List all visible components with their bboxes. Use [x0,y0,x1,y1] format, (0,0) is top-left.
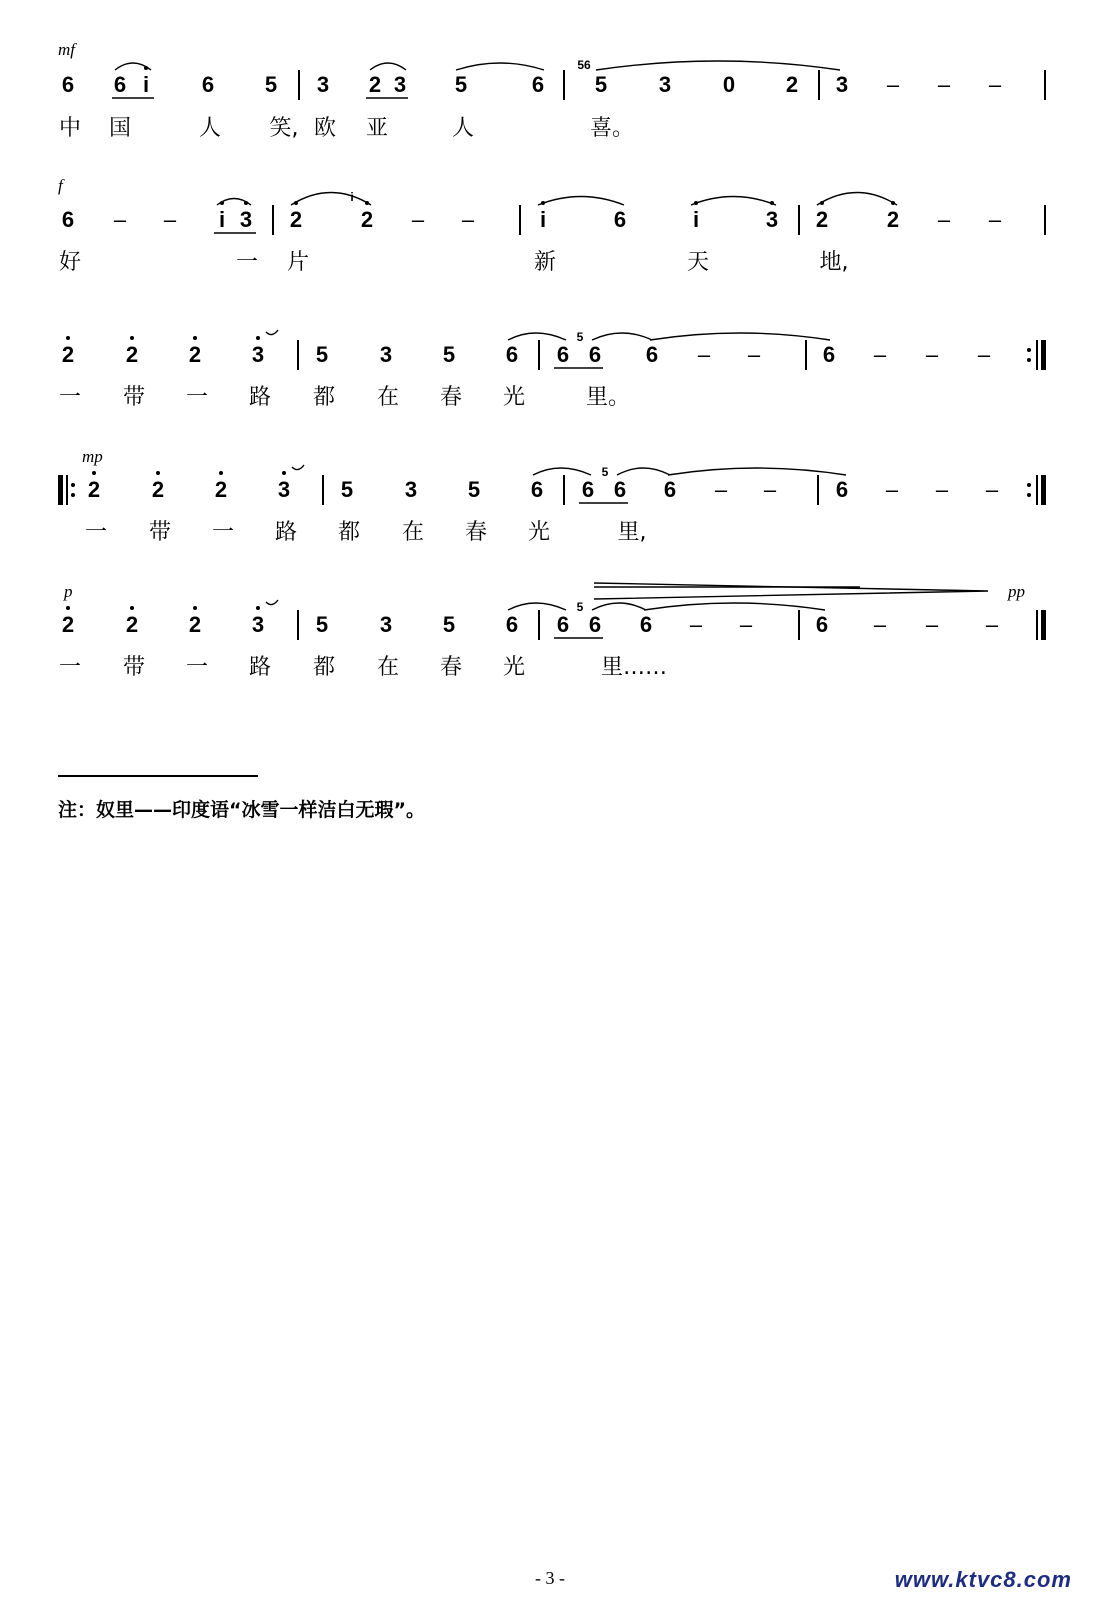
lyric: 一 [58,655,82,680]
watermark: www.ktvc8.com [894,1567,1072,1592]
dynamic-mark: f [58,176,63,195]
slur [291,193,371,206]
lyric: 亚 [365,116,389,141]
note: 6 [61,207,75,232]
note: 2 [360,207,374,232]
dash: – [461,207,475,232]
footnote-rule [58,775,258,777]
note: 6 [815,612,829,637]
lyric: 一 [185,655,209,680]
note: 2 [214,477,228,502]
note: 5 [315,342,329,367]
note: 3 [835,72,849,97]
note: 3 [379,342,393,367]
dash: – [925,342,939,367]
dash: – [747,342,761,367]
note: i [218,207,226,232]
lyric: 路 [248,655,272,680]
breath-mark [266,330,278,335]
slur [592,333,652,340]
note: 3 [251,342,265,367]
note: 6 [835,477,849,502]
note: 2 [125,342,139,367]
note: 6 [61,72,75,97]
footnote: 注：奴里——印度语“冰雪一样洁白无瑕”。 [58,799,425,821]
slur [533,468,591,475]
lyric: 里。 [585,385,631,410]
dash: – [689,612,703,637]
lyric: 一 [84,520,108,545]
lyric: 里, [617,520,647,545]
note: 2 [289,207,303,232]
note: 2 [188,612,202,637]
lyric: 新 [533,250,557,275]
note: 6 [113,72,127,97]
note: i [692,207,700,232]
dash: – [163,207,177,232]
note: 5 [467,477,481,502]
lyric: 在 [401,520,425,545]
lyric: 在 [376,385,400,410]
slur [592,603,646,610]
lyric: 笑, [269,116,299,141]
note: 6 [639,612,653,637]
lyric: 都 [312,655,336,680]
lyric: 地, [819,250,849,275]
page-number: - 3 - [535,1568,565,1588]
note: 3 [316,72,330,97]
note: 3 [277,477,291,502]
dash: – [873,342,887,367]
note: 6 [556,612,570,637]
lyric: 一 [235,250,259,275]
lyric: 中 [58,116,82,141]
note: 5 [315,612,329,637]
lyric: 路 [248,385,272,410]
lyric: 片 [286,250,310,275]
lyric: 春 [464,520,488,545]
dynamic-mark: mf [58,40,75,59]
slur [456,63,544,70]
lyric: 人 [451,116,475,141]
note: 2 [815,207,829,232]
note: 5 [442,342,456,367]
note: 2 [87,477,101,502]
dash: – [886,72,900,97]
lyric: 带 [122,385,146,410]
dash: – [763,477,777,502]
diminuendo [594,583,988,599]
dash: – [937,72,951,97]
slur [596,61,840,70]
slur [115,63,151,70]
grace-note: 5 [601,465,609,479]
grace-note: 5 [576,330,584,344]
dynamic-mark: p [64,582,73,601]
lyric: 都 [337,520,361,545]
lyric: 喜。 [589,116,635,141]
dash: – [937,207,951,232]
lyric: 一 [58,385,82,410]
grace-note: i [350,190,354,204]
slur [538,197,624,206]
note: 3 [251,612,265,637]
grace-note: 56 [577,58,591,72]
dash: – [977,342,991,367]
note: 6 [613,477,627,502]
dash: – [925,612,939,637]
dynamic-mark: mp [82,447,103,466]
lyric: 路 [274,520,298,545]
note: 6 [613,207,627,232]
note: 5 [454,72,468,97]
slur [668,468,846,475]
note: 6 [588,342,602,367]
note: 6 [556,342,570,367]
slur [644,603,825,610]
note: 6 [588,612,602,637]
note: 6 [531,72,545,97]
slur [817,193,897,206]
dash: – [985,477,999,502]
note: 3 [393,72,407,97]
lyric: 一 [185,385,209,410]
note: 5 [340,477,354,502]
note: 6 [581,477,595,502]
slur [508,603,566,610]
lyric: 天 [686,250,710,275]
slur [617,468,670,475]
lyric: 光 [527,520,551,545]
note: 3 [379,612,393,637]
lyric: 好 [58,250,82,275]
note: i [539,207,547,232]
note: 2 [188,342,202,367]
note: 5 [594,72,608,97]
slur [370,63,406,70]
note: 2 [61,612,75,637]
note: 6 [505,612,519,637]
dash: – [714,477,728,502]
dash: – [885,477,899,502]
note: 6 [201,72,215,97]
dash: – [411,207,425,232]
lyric: 带 [122,655,146,680]
lyric: 欧 [313,116,337,141]
dash: – [739,612,753,637]
lyric: 人 [198,116,222,141]
note: 3 [404,477,418,502]
lyric: 在 [376,655,400,680]
note: i [142,72,150,97]
note: 5 [442,612,456,637]
slur [691,197,776,206]
lyric: 春 [439,385,463,410]
note: 6 [530,477,544,502]
note: 2 [368,72,382,97]
dash: – [697,342,711,367]
lyric: 光 [502,655,526,680]
grace-note: 5 [576,600,584,614]
dash: – [988,207,1002,232]
note: 3 [239,207,253,232]
note: 2 [125,612,139,637]
note: 6 [505,342,519,367]
lyric: 里…… [600,655,668,680]
lyric: 带 [148,520,172,545]
note: 6 [822,342,836,367]
dash: – [113,207,127,232]
slur [650,333,830,340]
dash: – [985,612,999,637]
note: 2 [151,477,165,502]
dash: – [935,477,949,502]
slur [508,333,566,340]
lyric: 都 [312,385,336,410]
breath-mark [266,600,278,605]
note: 5 [264,72,278,97]
dash: – [873,612,887,637]
lyric: 光 [502,385,526,410]
dash: – [988,72,1002,97]
dynamic-mark-end: pp [1008,582,1025,601]
slur [217,199,251,206]
note: 2 [61,342,75,367]
note: 2 [886,207,900,232]
note: 0 [722,72,736,97]
note: 2 [785,72,799,97]
note: 3 [765,207,779,232]
lyric: 一 [211,520,235,545]
note: 3 [658,72,672,97]
note: 6 [663,477,677,502]
lyric: 国 [108,116,132,141]
note: 6 [645,342,659,367]
breath-mark [292,465,304,470]
lyric: 春 [439,655,463,680]
